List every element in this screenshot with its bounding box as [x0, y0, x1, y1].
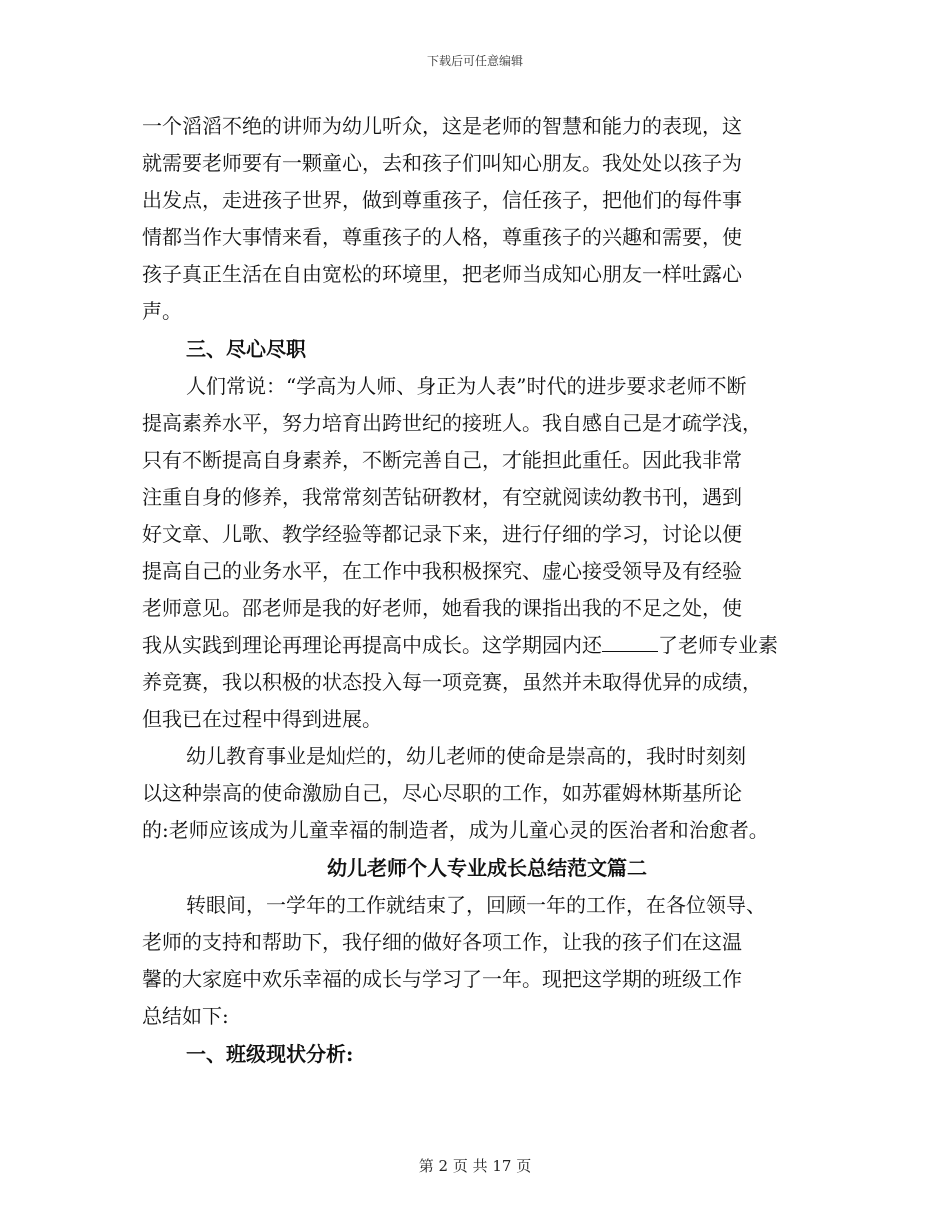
- page-header: 下载后可任意编辑: [426, 54, 523, 68]
- paragraph-text: 我从实践到理论再理论再提高中成长。这学期园内还: [142, 633, 602, 657]
- paragraph-line: 但我已在过程中得到进展。: [142, 707, 382, 731]
- paragraph-line: 老师意见。邵老师是我的好老师，她看我的课指出我的不足之处，使: [142, 596, 742, 620]
- paragraph-line: 出发点，走进孩子世界，做到尊重孩子，信任孩子，把他们的每件事: [142, 188, 742, 212]
- paragraph-line: 只有不断提高自身素养，不断完善自己，才能担此重任。因此我非常: [142, 448, 742, 472]
- paragraph-line: 的:老师应该成为儿童幸福的制造者，成为儿童心灵的医治者和治愈者。: [142, 818, 769, 842]
- fill-in-blank: [602, 629, 658, 652]
- paragraph-line: 提高素养水平，努力培育出跨世纪的接班人。我自感自己是才疏学浅，: [142, 411, 762, 435]
- paragraph-line: 孩子真正生活在自由宽松的环境里，把老师当成知心朋友一样吐露心: [142, 262, 742, 286]
- paragraph-line: 老师的支持和帮助下，我仔细的做好各项工作，让我的孩子们在这温: [142, 930, 742, 954]
- paragraph-line: 一个滔滔不绝的讲师为幼儿听众，这是老师的智慧和能力的表现，这: [142, 114, 742, 138]
- paragraph-line: 转眼间，一学年的工作就结束了，回顾一年的工作，在各位领导、: [186, 893, 766, 917]
- paragraph-line: 馨的大家庭中欢乐幸福的成长与学习了一年。现把这学期的班级工作: [142, 967, 742, 991]
- section-heading: 三、尽心尽职: [186, 337, 306, 361]
- paragraph-line: 注重自身的修养，我常常刻苦钻研教材，有空就阅读幼教书刊，遇到: [142, 485, 742, 509]
- paragraph-line: 幼儿教育事业是灿烂的，幼儿老师的使命是崇高的，我时时刻刻: [186, 744, 746, 768]
- page-footer: 第 2 页 共 17 页: [418, 1157, 532, 1175]
- paragraph-text: 了老师专业素: [658, 633, 778, 657]
- paragraph-line: 提高自己的业务水平，在工作中我积极探究、虚心接受领导及有经验: [142, 559, 742, 583]
- paragraph-line: 好文章、儿歌、教学经验等都记录下来，进行仔细的学习，讨论以便: [142, 522, 742, 546]
- article-title: 幼儿老师个人专业成长总结范文篇二: [327, 856, 647, 880]
- section-heading: 一、班级现状分析:: [186, 1042, 354, 1066]
- paragraph-line: 养竞赛，我以积极的状态投入每一项竞赛，虽然并未取得优异的成绩，: [142, 670, 762, 694]
- paragraph-line: 就需要老师要有一颗童心，去和孩子们叫知心朋友。我处处以孩子为: [142, 151, 742, 175]
- paragraph-line: 情都当作大事情来看，尊重孩子的人格，尊重孩子的兴趣和需要，使: [142, 225, 742, 249]
- paragraph-line: [142, 625, 832, 665]
- paragraph-line: 声。: [142, 299, 182, 323]
- paragraph-line: 总结如下:: [142, 1004, 229, 1028]
- paragraph-line: 以这种崇高的使命激励自己，尽心尽职的工作，如苏霍姆林斯基所论: [142, 781, 742, 805]
- paragraph-line: 人们常说：“学高为人师、身正为人表”时代的进步要求老师不断: [186, 374, 747, 398]
